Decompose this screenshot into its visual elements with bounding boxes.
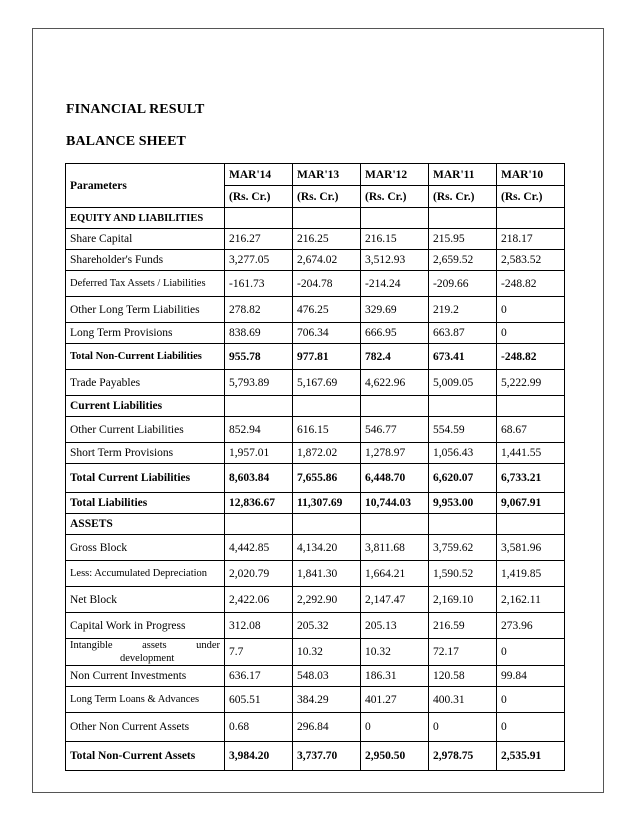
- table-cell: 5,222.99: [497, 370, 565, 396]
- table-cell: 3,984.20: [225, 742, 293, 771]
- unit-header: (Rs. Cr.): [293, 186, 361, 208]
- table-row-shareholders-funds: [66, 250, 565, 271]
- row-label: Shareholder's Funds: [66, 250, 225, 271]
- unit-header: (Rs. Cr.): [361, 186, 429, 208]
- table-row-cwip: [66, 613, 565, 639]
- intangible-word: assets: [142, 640, 167, 651]
- table-cell: 5,009.05: [429, 370, 497, 396]
- table-cell: 548.03: [293, 666, 361, 687]
- table-cell: 706.34: [293, 323, 361, 344]
- table-cell: 5,793.89: [225, 370, 293, 396]
- table-cell: 10.32: [361, 639, 429, 666]
- table-cell: 6,620.07: [429, 464, 497, 493]
- year-header: MAR'11: [429, 164, 497, 186]
- row-label: Other Long Term Liabilities: [66, 297, 225, 323]
- row-label: Other Current Liabilities: [66, 417, 225, 443]
- table-row-total-current-liab: [66, 464, 565, 493]
- empty-cell: [429, 396, 497, 417]
- table-row-nc-investments: [66, 666, 565, 687]
- table-cell: -161.73: [225, 271, 293, 297]
- intangible-line2: development: [120, 653, 175, 664]
- table-cell: 6,448.70: [361, 464, 429, 493]
- document-subtitle: BALANCE SHEET: [66, 134, 186, 149]
- asset-rows-2: [66, 666, 565, 771]
- table-cell: 2,020.79: [225, 561, 293, 587]
- table-cell: 400.31: [429, 687, 497, 713]
- section-row: [66, 208, 565, 229]
- section-row: [66, 514, 565, 535]
- row-label: Trade Payables: [66, 370, 225, 396]
- table-row-lt-provisions: [66, 323, 565, 344]
- table-row-total-liab: [66, 493, 565, 514]
- table-cell: 1,841.30: [293, 561, 361, 587]
- table-cell: 218.17: [497, 229, 565, 250]
- table-row-trade-payables: [66, 370, 565, 396]
- empty-cell: [497, 514, 565, 535]
- table-cell: 7.7: [225, 639, 293, 666]
- table-cell: 278.82: [225, 297, 293, 323]
- table-cell: 2,583.52: [497, 250, 565, 271]
- table-cell: 68.67: [497, 417, 565, 443]
- table-cell: 955.78: [225, 344, 293, 370]
- table-cell: 120.58: [429, 666, 497, 687]
- empty-cell: [361, 514, 429, 535]
- empty-cell: [293, 396, 361, 417]
- table-cell: 186.31: [361, 666, 429, 687]
- table-cell: 273.96: [497, 613, 565, 639]
- table-row-lt-loans: [66, 687, 565, 713]
- table-cell: 0.68: [225, 713, 293, 742]
- table-cell: 782.4: [361, 344, 429, 370]
- table-cell: 215.95: [429, 229, 497, 250]
- empty-cell: [225, 396, 293, 417]
- table-cell: 4,134.20: [293, 535, 361, 561]
- table-cell: 2,674.02: [293, 250, 361, 271]
- intangible-word: Intangible: [70, 640, 113, 651]
- table-cell: 5,167.69: [293, 370, 361, 396]
- table-cell: 12,836.67: [225, 493, 293, 514]
- row-label: Gross Block: [66, 535, 225, 561]
- table-cell: 99.84: [497, 666, 565, 687]
- row-label: Non Current Investments: [66, 666, 225, 687]
- table-cell: -248.82: [497, 344, 565, 370]
- empty-cell: [497, 208, 565, 229]
- table-cell: 9,067.91: [497, 493, 565, 514]
- table-cell: 329.69: [361, 297, 429, 323]
- table-cell: 2,659.52: [429, 250, 497, 271]
- section-assets: ASSETS: [66, 514, 225, 535]
- empty-cell: [361, 208, 429, 229]
- table-cell: 6,733.21: [497, 464, 565, 493]
- table-cell: 0: [497, 713, 565, 742]
- table-cell: 2,422.06: [225, 587, 293, 613]
- table-cell: 10.32: [293, 639, 361, 666]
- empty-cell: [293, 208, 361, 229]
- year-header: MAR'12: [361, 164, 429, 186]
- empty-cell: [429, 514, 497, 535]
- table-cell: 0: [497, 323, 565, 344]
- document-title: FINANCIAL RESULT: [66, 102, 205, 117]
- table-cell: 216.59: [429, 613, 497, 639]
- table-cell: 10,744.03: [361, 493, 429, 514]
- row-label: Capital Work in Progress: [66, 613, 225, 639]
- empty-cell: [429, 208, 497, 229]
- table-cell: 72.17: [429, 639, 497, 666]
- table-cell: 3,811.68: [361, 535, 429, 561]
- table-cell: 1,872.02: [293, 443, 361, 464]
- row-label: Net Block: [66, 587, 225, 613]
- table-cell: 3,512.93: [361, 250, 429, 271]
- liabilities-rows: [66, 229, 565, 396]
- row-label: Deferred Tax Assets / Liabilities: [66, 271, 225, 297]
- table-cell: 0: [361, 713, 429, 742]
- table-cell: 7,655.86: [293, 464, 361, 493]
- table-cell: 1,056.43: [429, 443, 497, 464]
- year-header: MAR'10: [497, 164, 565, 186]
- parameters-header: Parameters: [66, 164, 225, 208]
- row-label-intangible: [66, 639, 225, 666]
- table-cell: 1,419.85: [497, 561, 565, 587]
- table-cell: 2,147.47: [361, 587, 429, 613]
- section-current-liabilities: Current Liabilities: [66, 396, 225, 417]
- table-cell: 2,292.90: [293, 587, 361, 613]
- table-row-other-current-liab: [66, 417, 565, 443]
- row-label: Total Non-Current Assets: [66, 742, 225, 771]
- unit-header: (Rs. Cr.): [225, 186, 293, 208]
- current-liabilities-rows: [66, 417, 565, 514]
- row-label: Short Term Provisions: [66, 443, 225, 464]
- row-label: Less: Accumulated Depreciation: [66, 561, 225, 587]
- table-cell: 1,278.97: [361, 443, 429, 464]
- table-cell: 384.29: [293, 687, 361, 713]
- table-row-intangible: [66, 639, 565, 666]
- table-cell: 1,441.55: [497, 443, 565, 464]
- empty-cell: [361, 396, 429, 417]
- table-row-other-nc-assets: [66, 713, 565, 742]
- table-cell: 838.69: [225, 323, 293, 344]
- table-cell: -214.24: [361, 271, 429, 297]
- table-cell: 554.59: [429, 417, 497, 443]
- empty-cell: [497, 396, 565, 417]
- table-cell: 216.15: [361, 229, 429, 250]
- row-label: Long Term Provisions: [66, 323, 225, 344]
- table-cell: 2,169.10: [429, 587, 497, 613]
- table-cell: 205.13: [361, 613, 429, 639]
- empty-cell: [225, 514, 293, 535]
- table-row-acc-depr: [66, 561, 565, 587]
- table-cell: 663.87: [429, 323, 497, 344]
- unit-header: (Rs. Cr.): [429, 186, 497, 208]
- year-header: MAR'13: [293, 164, 361, 186]
- table-cell: 2,535.91: [497, 742, 565, 771]
- empty-cell: [225, 208, 293, 229]
- table-cell: 8,603.84: [225, 464, 293, 493]
- table-cell: 401.27: [361, 687, 429, 713]
- table-cell: 219.2: [429, 297, 497, 323]
- row-label: Other Non Current Assets: [66, 713, 225, 742]
- table-cell: 605.51: [225, 687, 293, 713]
- table-cell: 2,162.11: [497, 587, 565, 613]
- row-label: Total Non-Current Liabilities: [66, 344, 225, 370]
- intangible-word: under: [196, 640, 220, 651]
- table-cell: 0: [429, 713, 497, 742]
- table-row-total-noncurrent-liab: [66, 344, 565, 370]
- table-cell: 3,759.62: [429, 535, 497, 561]
- table-row-deferred-tax: [66, 271, 565, 297]
- table-cell: 3,581.96: [497, 535, 565, 561]
- table-cell: -204.78: [293, 271, 361, 297]
- unit-header: (Rs. Cr.): [497, 186, 565, 208]
- table-cell: 312.08: [225, 613, 293, 639]
- row-label: Share Capital: [66, 229, 225, 250]
- table-cell: 1,664.21: [361, 561, 429, 587]
- table-cell: 546.77: [361, 417, 429, 443]
- table-cell: 9,953.00: [429, 493, 497, 514]
- row-label: Long Term Loans & Advances: [66, 687, 225, 713]
- table-cell: 636.17: [225, 666, 293, 687]
- balance-sheet-table: [65, 163, 565, 771]
- table-cell: 296.84: [293, 713, 361, 742]
- table-cell: 476.25: [293, 297, 361, 323]
- table-cell: 11,307.69: [293, 493, 361, 514]
- table-cell: 673.41: [429, 344, 497, 370]
- table-cell: 216.27: [225, 229, 293, 250]
- table-cell: -248.82: [497, 271, 565, 297]
- table-cell: 2,978.75: [429, 742, 497, 771]
- table-cell: 4,622.96: [361, 370, 429, 396]
- table-cell: 3,277.05: [225, 250, 293, 271]
- table-cell: 0: [497, 639, 565, 666]
- table-row-net-block: [66, 587, 565, 613]
- table-row-other-lt-liab: [66, 297, 565, 323]
- table-row-share-capital: [66, 229, 565, 250]
- table-cell: 616.15: [293, 417, 361, 443]
- table-cell: 3,737.70: [293, 742, 361, 771]
- table-cell: 666.95: [361, 323, 429, 344]
- table-cell: 4,442.85: [225, 535, 293, 561]
- table-row-st-provisions: [66, 443, 565, 464]
- table-cell: 1,590.52: [429, 561, 497, 587]
- table-cell: 0: [497, 297, 565, 323]
- table-cell: 2,950.50: [361, 742, 429, 771]
- table-cell: 977.81: [293, 344, 361, 370]
- table-cell: 1,957.01: [225, 443, 293, 464]
- table-cell: 0: [497, 687, 565, 713]
- header-row: [66, 164, 565, 186]
- asset-rows: [66, 535, 565, 639]
- table-cell: -209.66: [429, 271, 497, 297]
- section-row: [66, 396, 565, 417]
- row-label: Total Current Liabilities: [66, 464, 225, 493]
- table-cell: 205.32: [293, 613, 361, 639]
- table-row-gross-block: [66, 535, 565, 561]
- table-row-total-nc-assets: [66, 742, 565, 771]
- year-header: MAR'14: [225, 164, 293, 186]
- empty-cell: [293, 514, 361, 535]
- table-cell: 852.94: [225, 417, 293, 443]
- section-equity-liabilities: EQUITY AND LIABILITIES: [66, 208, 225, 229]
- table-cell: 216.25: [293, 229, 361, 250]
- row-label: Total Liabilities: [66, 493, 225, 514]
